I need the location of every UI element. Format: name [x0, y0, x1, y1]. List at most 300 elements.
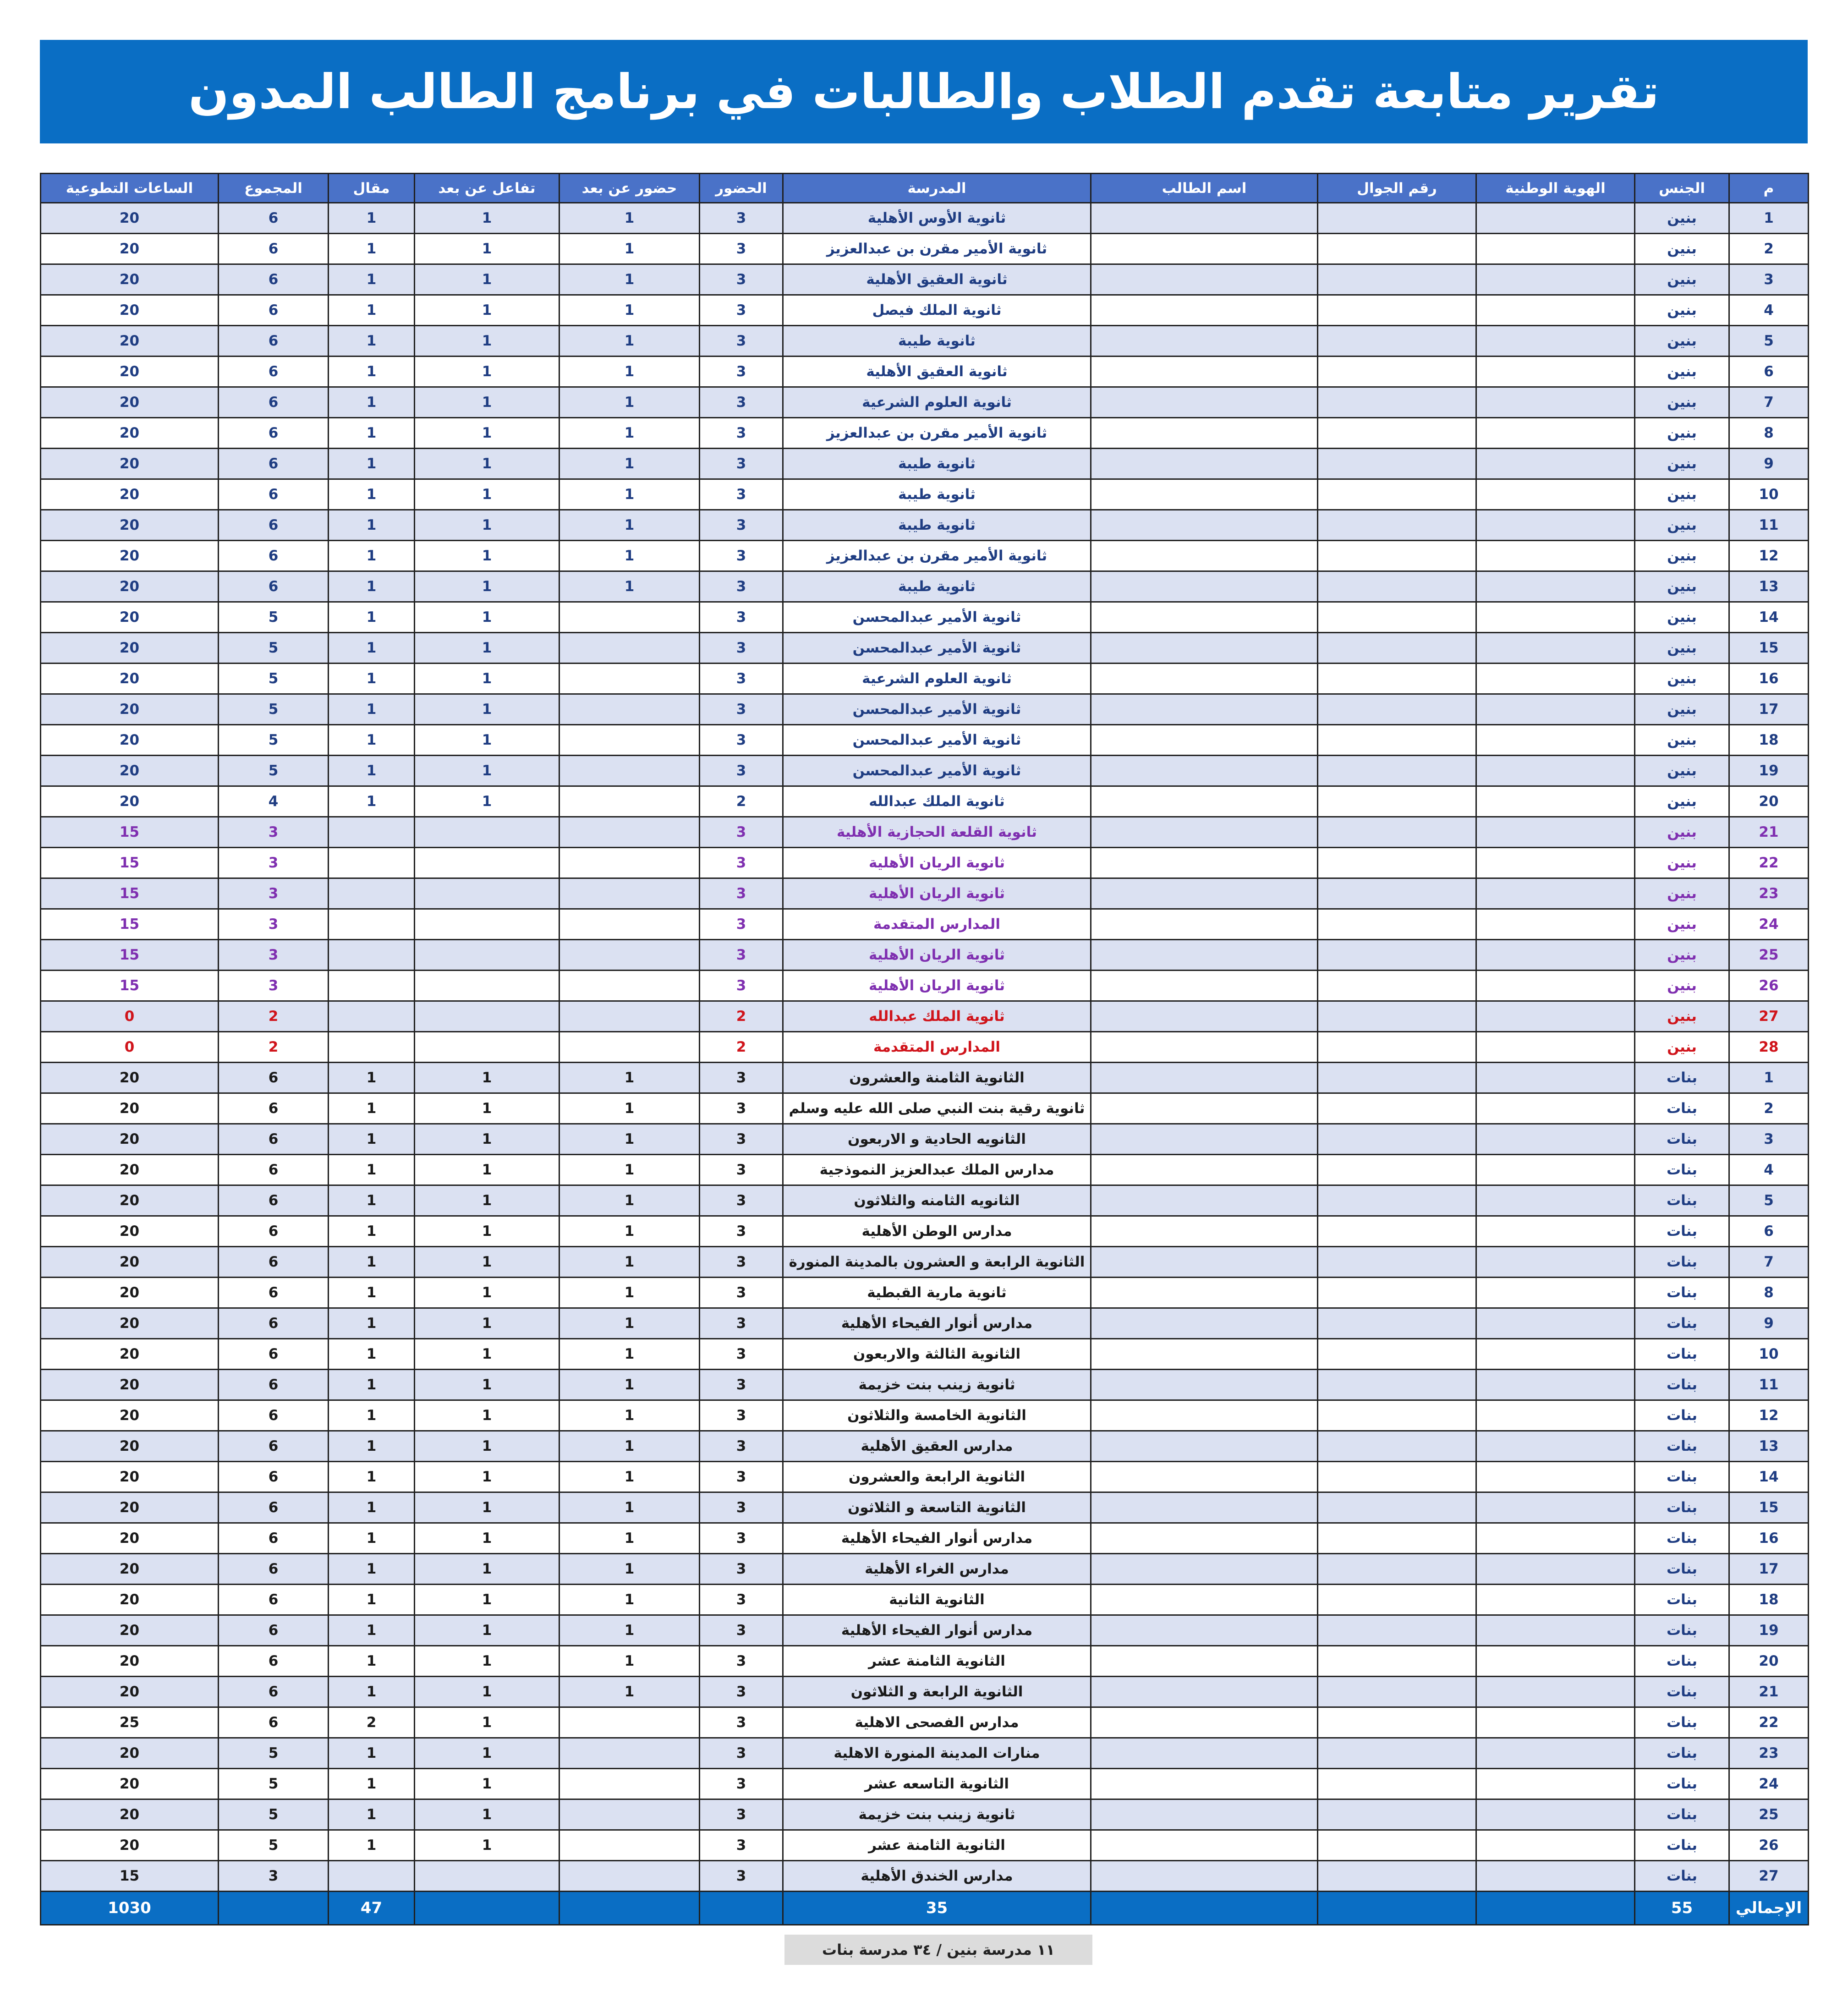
remote-interaction-cell: 1 [415, 756, 559, 786]
remote-attendance-cell: 1 [559, 1063, 700, 1093]
volunteer-hours-cell: 20 [41, 1431, 219, 1462]
national-id-cell [1476, 1370, 1635, 1400]
national-id-cell [1476, 326, 1635, 357]
totals-label: الإجمالي [1729, 1892, 1809, 1925]
table-row [41, 1523, 1809, 1554]
school-cell: منارات المدينة المنورة الاهلية [783, 1738, 1091, 1769]
row-index: 20 [1729, 786, 1809, 817]
totals-school: 35 [783, 1892, 1091, 1925]
total-cell: 5 [219, 633, 329, 664]
gender-cell: بنات [1635, 1738, 1729, 1769]
article-cell: 1 [329, 1063, 415, 1093]
total-cell: 3 [219, 971, 329, 1001]
gender-cell: بنين [1635, 234, 1729, 264]
row-index: 10 [1729, 1339, 1809, 1370]
article-cell: 1 [329, 1677, 415, 1707]
total-cell: 5 [219, 1830, 329, 1861]
student-name-cell [1091, 326, 1318, 357]
table-header-row [41, 174, 1809, 203]
gender-cell: بنات [1635, 1124, 1729, 1155]
gender-cell: بنين [1635, 848, 1729, 878]
row-index: 27 [1729, 1001, 1809, 1032]
school-cell: مدارس أنوار الفيحاء الأهلية [783, 1523, 1091, 1554]
national-id-cell [1476, 1216, 1635, 1247]
total-cell: 5 [219, 725, 329, 756]
row-index: 6 [1729, 1216, 1809, 1247]
col-header-mobile: رقم الجوال [1318, 174, 1476, 203]
row-index: 20 [1729, 1646, 1809, 1677]
table-row [41, 817, 1809, 848]
national-id-cell [1476, 357, 1635, 387]
table-row [41, 1707, 1809, 1738]
remote-interaction-cell: 1 [415, 479, 559, 510]
page-title: تقرير متابعة تقدم الطلاب والطالبات في برنامج الطالب المدون [188, 64, 1659, 120]
article-cell: 1 [329, 1155, 415, 1185]
article-cell: 1 [329, 1370, 415, 1400]
article-cell: 1 [329, 1554, 415, 1585]
row-index: 16 [1729, 664, 1809, 694]
article-cell: 1 [329, 1339, 415, 1370]
total-cell: 6 [219, 1523, 329, 1554]
remote-interaction-cell: 1 [415, 571, 559, 602]
school-cell: الثانوية الثالثة والاربعون [783, 1339, 1091, 1370]
national-id-cell [1476, 1339, 1635, 1370]
national-id-cell [1476, 1093, 1635, 1124]
row-index: 5 [1729, 1185, 1809, 1216]
student-name-cell [1091, 571, 1318, 602]
table-row [41, 1677, 1809, 1707]
article-cell: 1 [329, 418, 415, 449]
gender-cell: بنات [1635, 1492, 1729, 1523]
school-cell: الثانوية الثانية [783, 1585, 1091, 1615]
volunteer-hours-cell: 20 [41, 1124, 219, 1155]
remote-interaction-cell [415, 1861, 559, 1892]
remote-attendance-cell: 1 [559, 1124, 700, 1155]
gender-cell: بنين [1635, 449, 1729, 479]
national-id-cell [1476, 786, 1635, 817]
school-cell: ثانوية الأمير عبدالمحسن [783, 602, 1091, 633]
col-header-national-id: الهوية الوطنية [1476, 174, 1635, 203]
mobile-cell [1318, 1431, 1476, 1462]
mobile-cell [1318, 1585, 1476, 1615]
attendance-cell: 3 [700, 1615, 783, 1646]
table-row [41, 571, 1809, 602]
school-cell: المدارس المتقدمة [783, 909, 1091, 940]
student-name-cell [1091, 1216, 1318, 1247]
total-cell: 6 [219, 387, 329, 418]
attendance-cell: 3 [700, 1431, 783, 1462]
remote-attendance-cell: 1 [559, 1339, 700, 1370]
remote-attendance-cell: 1 [559, 449, 700, 479]
table-row [41, 1615, 1809, 1646]
gender-cell: بنين [1635, 387, 1729, 418]
row-index: 15 [1729, 1492, 1809, 1523]
student-name-cell [1091, 971, 1318, 1001]
volunteer-hours-cell: 20 [41, 756, 219, 786]
article-cell: 1 [329, 326, 415, 357]
student-name-cell [1091, 817, 1318, 848]
article-cell: 1 [329, 1462, 415, 1492]
student-name-cell [1091, 602, 1318, 633]
attendance-cell: 3 [700, 1093, 783, 1124]
school-cell: مدارس الفصحى الاهلية [783, 1707, 1091, 1738]
student-name-cell [1091, 1370, 1318, 1400]
national-id-cell [1476, 633, 1635, 664]
mobile-cell [1318, 571, 1476, 602]
table-row [41, 510, 1809, 541]
table-row [41, 1247, 1809, 1278]
gender-cell: بنات [1635, 1278, 1729, 1308]
remote-attendance-cell: 1 [559, 234, 700, 264]
article-cell: 1 [329, 203, 415, 234]
row-index: 23 [1729, 878, 1809, 909]
school-cell: ثانوية العقيق الأهلية [783, 357, 1091, 387]
remote-attendance-cell [559, 971, 700, 1001]
school-cell: ثانوية مارية القبطية [783, 1278, 1091, 1308]
volunteer-hours-cell: 20 [41, 1830, 219, 1861]
row-index: 6 [1729, 357, 1809, 387]
col-header-remote-attendance: حضور عن بعد [559, 174, 700, 203]
mobile-cell [1318, 1523, 1476, 1554]
attendance-cell: 3 [700, 1677, 783, 1707]
attendance-cell: 3 [700, 878, 783, 909]
total-cell: 5 [219, 694, 329, 725]
attendance-cell: 3 [700, 1523, 783, 1554]
table-row [41, 387, 1809, 418]
student-name-cell [1091, 418, 1318, 449]
student-name-cell [1091, 786, 1318, 817]
attendance-cell: 3 [700, 1308, 783, 1339]
remote-interaction-cell: 1 [415, 786, 559, 817]
article-cell: 1 [329, 510, 415, 541]
volunteer-hours-cell: 20 [41, 264, 219, 295]
volunteer-hours-cell: 20 [41, 479, 219, 510]
remote-interaction-cell: 1 [415, 1523, 559, 1554]
total-cell: 5 [219, 756, 329, 786]
gender-cell: بنين [1635, 264, 1729, 295]
volunteer-hours-cell: 20 [41, 1492, 219, 1523]
article-cell: 1 [329, 1400, 415, 1431]
attendance-cell: 3 [700, 1646, 783, 1677]
remote-interaction-cell: 1 [415, 1339, 559, 1370]
volunteer-hours-cell: 15 [41, 1861, 219, 1892]
total-cell: 3 [219, 848, 329, 878]
table-row [41, 848, 1809, 878]
totals-remote-attendance [559, 1892, 700, 1925]
table-row [41, 1155, 1809, 1185]
mobile-cell [1318, 1615, 1476, 1646]
article-cell: 1 [329, 1492, 415, 1523]
school-cell: الثانوية التاسعه عشر [783, 1769, 1091, 1799]
attendance-cell: 3 [700, 571, 783, 602]
attendance-cell: 3 [700, 479, 783, 510]
national-id-cell [1476, 387, 1635, 418]
remote-interaction-cell: 1 [415, 1093, 559, 1124]
attendance-cell: 3 [700, 449, 783, 479]
remote-attendance-cell: 1 [559, 1155, 700, 1185]
table-row [41, 633, 1809, 664]
total-cell: 5 [219, 1799, 329, 1830]
student-name-cell [1091, 1462, 1318, 1492]
volunteer-hours-cell: 20 [41, 602, 219, 633]
student-name-cell [1091, 541, 1318, 571]
row-index: 13 [1729, 571, 1809, 602]
article-cell: 1 [329, 1799, 415, 1830]
national-id-cell [1476, 971, 1635, 1001]
student-name-cell [1091, 1523, 1318, 1554]
remote-interaction-cell: 1 [415, 357, 559, 387]
remote-interaction-cell: 1 [415, 326, 559, 357]
row-index: 24 [1729, 909, 1809, 940]
volunteer-hours-cell: 15 [41, 971, 219, 1001]
national-id-cell [1476, 756, 1635, 786]
remote-interaction-cell: 1 [415, 1155, 559, 1185]
total-cell: 4 [219, 786, 329, 817]
mobile-cell [1318, 1278, 1476, 1308]
table-row [41, 541, 1809, 571]
volunteer-hours-cell: 20 [41, 1247, 219, 1278]
school-cell: ثانوية العقيق الأهلية [783, 264, 1091, 295]
national-id-cell [1476, 1431, 1635, 1462]
student-name-cell [1091, 1646, 1318, 1677]
totals-remote-interaction [415, 1892, 559, 1925]
remote-attendance-cell [559, 786, 700, 817]
gender-cell: بنين [1635, 541, 1729, 571]
attendance-cell: 3 [700, 357, 783, 387]
totals-article: 47 [329, 1892, 415, 1925]
row-index: 12 [1729, 541, 1809, 571]
attendance-cell: 3 [700, 664, 783, 694]
volunteer-hours-cell: 20 [41, 1063, 219, 1093]
totals-attendance [700, 1892, 783, 1925]
total-cell: 6 [219, 1431, 329, 1462]
school-cell: ثانوية طيبة [783, 449, 1091, 479]
gender-cell: بنين [1635, 357, 1729, 387]
mobile-cell [1318, 602, 1476, 633]
row-index: 2 [1729, 1093, 1809, 1124]
attendance-cell: 3 [700, 1738, 783, 1769]
row-index: 17 [1729, 694, 1809, 725]
school-cell: ثانوية الملك عبدالله [783, 1001, 1091, 1032]
remote-attendance-cell [559, 1769, 700, 1799]
school-cell: ثانوية الأمير مقرن بن عبدالعزيز [783, 418, 1091, 449]
remote-attendance-cell: 1 [559, 1585, 700, 1615]
title-banner [40, 40, 1808, 143]
row-index: 15 [1729, 633, 1809, 664]
col-header-remote-interaction: تفاعل عن بعد [415, 174, 559, 203]
gender-cell: بنات [1635, 1554, 1729, 1585]
student-name-cell [1091, 1308, 1318, 1339]
national-id-cell [1476, 203, 1635, 234]
volunteer-hours-cell: 20 [41, 1400, 219, 1431]
total-cell: 5 [219, 664, 329, 694]
remote-interaction-cell: 1 [415, 1216, 559, 1247]
student-name-cell [1091, 1830, 1318, 1861]
national-id-cell [1476, 940, 1635, 971]
article-cell [329, 971, 415, 1001]
total-cell: 2 [219, 1032, 329, 1063]
total-cell: 2 [219, 1001, 329, 1032]
total-cell: 3 [219, 940, 329, 971]
volunteer-hours-cell: 20 [41, 1339, 219, 1370]
remote-interaction-cell: 1 [415, 1431, 559, 1462]
volunteer-hours-cell: 20 [41, 1370, 219, 1400]
school-cell: مدارس العقيق الأهلية [783, 1431, 1091, 1462]
table-row [41, 1400, 1809, 1431]
student-name-cell [1091, 1677, 1318, 1707]
remote-interaction-cell [415, 878, 559, 909]
national-id-cell [1476, 1462, 1635, 1492]
totals-volunteer-hours: 1030 [41, 1892, 219, 1925]
remote-interaction-cell [415, 848, 559, 878]
school-cell: ثانوية الأمير عبدالمحسن [783, 694, 1091, 725]
remote-attendance-cell [559, 909, 700, 940]
mobile-cell [1318, 1554, 1476, 1585]
school-cell: الثانوية الثامنة عشر [783, 1646, 1091, 1677]
attendance-cell: 3 [700, 541, 783, 571]
remote-attendance-cell [559, 1830, 700, 1861]
student-name-cell [1091, 203, 1318, 234]
mobile-cell [1318, 264, 1476, 295]
student-name-cell [1091, 1554, 1318, 1585]
row-index: 27 [1729, 1861, 1809, 1892]
school-cell: مدارس أنوار الفيحاء الأهلية [783, 1308, 1091, 1339]
article-cell [329, 940, 415, 971]
national-id-cell [1476, 1492, 1635, 1523]
remote-attendance-cell: 1 [559, 203, 700, 234]
attendance-cell: 3 [700, 1216, 783, 1247]
mobile-cell [1318, 1093, 1476, 1124]
gender-cell: بنين [1635, 971, 1729, 1001]
school-cell: ثانوية زينب بنت خزيمة [783, 1799, 1091, 1830]
school-cell: الثانوية الرابعة و العشرون بالمدينة المنورة [783, 1247, 1091, 1278]
totals-total [219, 1892, 329, 1925]
student-name-cell [1091, 1738, 1318, 1769]
row-index: 17 [1729, 1554, 1809, 1585]
table-row [41, 1431, 1809, 1462]
student-name-cell [1091, 1707, 1318, 1738]
volunteer-hours-cell: 20 [41, 1585, 219, 1615]
total-cell: 3 [219, 909, 329, 940]
school-cell: ثانوية الريان الأهلية [783, 940, 1091, 971]
gender-cell: بنات [1635, 1185, 1729, 1216]
table-row [41, 1585, 1809, 1615]
remote-interaction-cell [415, 940, 559, 971]
total-cell: 6 [219, 541, 329, 571]
article-cell: 1 [329, 295, 415, 326]
student-name-cell [1091, 1585, 1318, 1615]
national-id-cell [1476, 1615, 1635, 1646]
gender-cell: بنات [1635, 1585, 1729, 1615]
remote-interaction-cell: 1 [415, 449, 559, 479]
table-row [41, 1646, 1809, 1677]
national-id-cell [1476, 1063, 1635, 1093]
table-row [41, 1093, 1809, 1124]
mobile-cell [1318, 1185, 1476, 1216]
table-row [41, 756, 1809, 786]
table-row [41, 725, 1809, 756]
row-index: 26 [1729, 971, 1809, 1001]
article-cell: 1 [329, 479, 415, 510]
gender-cell: بنين [1635, 878, 1729, 909]
article-cell [329, 909, 415, 940]
total-cell: 6 [219, 295, 329, 326]
total-cell: 6 [219, 1462, 329, 1492]
remote-interaction-cell: 1 [415, 1830, 559, 1861]
student-name-cell [1091, 756, 1318, 786]
remote-attendance-cell: 1 [559, 295, 700, 326]
total-cell: 5 [219, 602, 329, 633]
remote-attendance-cell [559, 602, 700, 633]
mobile-cell [1318, 694, 1476, 725]
article-cell: 1 [329, 633, 415, 664]
student-name-cell [1091, 264, 1318, 295]
remote-interaction-cell: 1 [415, 1247, 559, 1278]
national-id-cell [1476, 1400, 1635, 1431]
row-index: 21 [1729, 817, 1809, 848]
article-cell: 1 [329, 1124, 415, 1155]
mobile-cell [1318, 1063, 1476, 1093]
volunteer-hours-cell: 20 [41, 725, 219, 756]
mobile-cell [1318, 1677, 1476, 1707]
student-name-cell [1091, 848, 1318, 878]
total-cell: 6 [219, 234, 329, 264]
article-cell: 1 [329, 571, 415, 602]
national-id-cell [1476, 1523, 1635, 1554]
student-name-cell [1091, 1861, 1318, 1892]
gender-cell: بنات [1635, 1677, 1729, 1707]
remote-interaction-cell: 1 [415, 1308, 559, 1339]
gender-cell: بنات [1635, 1615, 1729, 1646]
gender-cell: بنين [1635, 295, 1729, 326]
mobile-cell [1318, 878, 1476, 909]
school-cell: ثانوية طيبة [783, 326, 1091, 357]
attendance-cell: 3 [700, 971, 783, 1001]
mobile-cell [1318, 326, 1476, 357]
student-name-cell [1091, 234, 1318, 264]
national-id-cell [1476, 602, 1635, 633]
table-row [41, 940, 1809, 971]
school-cell: ثانوية الملك فيصل [783, 295, 1091, 326]
article-cell: 1 [329, 664, 415, 694]
article-cell: 1 [329, 1523, 415, 1554]
national-id-cell [1476, 571, 1635, 602]
volunteer-hours-cell: 20 [41, 633, 219, 664]
total-cell: 6 [219, 1185, 329, 1216]
remote-attendance-cell [559, 1861, 700, 1892]
school-cell: ثانوية الأمير عبدالمحسن [783, 725, 1091, 756]
gender-cell: بنات [1635, 1400, 1729, 1431]
mobile-cell [1318, 295, 1476, 326]
attendance-cell: 3 [700, 203, 783, 234]
article-cell: 1 [329, 1308, 415, 1339]
table-row [41, 664, 1809, 694]
mobile-cell [1318, 940, 1476, 971]
volunteer-hours-cell: 15 [41, 909, 219, 940]
remote-attendance-cell [559, 1032, 700, 1063]
table-row [41, 1216, 1809, 1247]
row-index: 4 [1729, 295, 1809, 326]
remote-interaction-cell: 1 [415, 1677, 559, 1707]
school-cell: ثانوية رقية بنت النبي صلى الله عليه وسلم [783, 1093, 1091, 1124]
attendance-cell: 3 [700, 1185, 783, 1216]
volunteer-hours-cell: 20 [41, 664, 219, 694]
gender-cell: بنين [1635, 633, 1729, 664]
mobile-cell [1318, 449, 1476, 479]
total-cell: 6 [219, 1308, 329, 1339]
school-cell: ثانوية الريان الأهلية [783, 848, 1091, 878]
mobile-cell [1318, 756, 1476, 786]
